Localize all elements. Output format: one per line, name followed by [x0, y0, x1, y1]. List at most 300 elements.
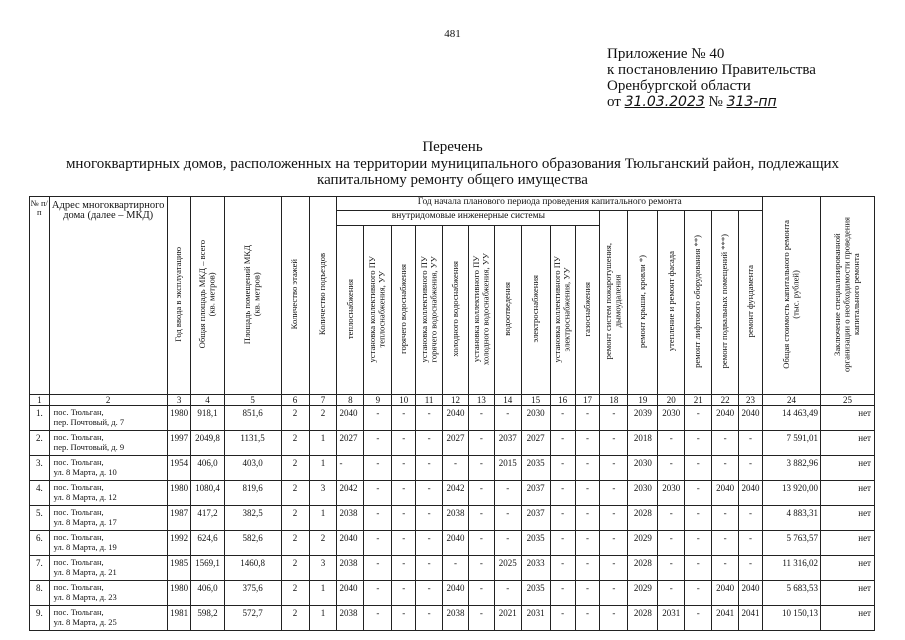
- address-line-1: пос. Тюльган,: [53, 507, 104, 517]
- table-cell: -: [739, 456, 763, 481]
- table-cell: 403,0: [224, 456, 281, 481]
- table-cell: -: [575, 481, 600, 506]
- table-cell: -: [364, 606, 392, 631]
- table-cell: 3: [309, 481, 337, 506]
- row-address: [49, 481, 167, 506]
- table-cell: -: [600, 556, 628, 581]
- header-electric: электроснабжения: [521, 225, 550, 394]
- table-cell: 1: [309, 456, 337, 481]
- table-cell: 2028: [628, 506, 658, 531]
- row-address: [49, 581, 167, 606]
- table-cell: -: [392, 406, 416, 431]
- row-address: [49, 431, 167, 456]
- number-label: №: [708, 94, 723, 110]
- column-number: 21: [685, 395, 712, 406]
- table-cell: -: [600, 431, 628, 456]
- table-cell: 2: [309, 531, 337, 556]
- table-cell: -: [739, 431, 763, 456]
- table-cell: -: [468, 606, 494, 631]
- table-cell: 11 316,02: [763, 556, 821, 581]
- table-cell: 1: [309, 581, 337, 606]
- row-address: [49, 506, 167, 531]
- document-title: [0, 139, 905, 189]
- table-row: [30, 506, 875, 531]
- address-line-2: ул. 8 Марта, д. 10: [53, 466, 117, 477]
- table-cell: 5 683,53: [763, 581, 821, 606]
- column-number: 20: [658, 395, 685, 406]
- table-row: [30, 606, 875, 631]
- column-number: 10: [392, 395, 416, 406]
- column-number: 3: [167, 395, 191, 406]
- table-cell: 572,7: [224, 606, 281, 631]
- table-cell: 2035: [521, 531, 550, 556]
- table-cell: 2039: [628, 406, 658, 431]
- table-cell: 3: [309, 556, 337, 581]
- table-cell: -: [392, 556, 416, 581]
- address-line-2: ул. 8 Марта, д. 17: [53, 516, 117, 527]
- table-cell: 2038: [443, 506, 469, 531]
- table-cell: 382,5: [224, 506, 281, 531]
- page-number: 481: [444, 28, 461, 40]
- table-cell: 1080,4: [191, 481, 224, 506]
- table-cell: 2037: [494, 431, 521, 456]
- table-cell: 2: [281, 406, 309, 431]
- header-roof: ремонт крыши, кровли *): [628, 211, 658, 395]
- table-cell: 2: [281, 456, 309, 481]
- table-cell: -: [550, 581, 575, 606]
- column-number: 24: [763, 395, 821, 406]
- row-address: [49, 606, 167, 631]
- table-cell: -: [575, 406, 600, 431]
- table-cell: 2015: [494, 456, 521, 481]
- table-cell: 2037: [521, 481, 550, 506]
- address-line-1: пос. Тюльган,: [53, 482, 104, 492]
- header-elevator: ремонт лифтового оборудования **): [685, 211, 712, 395]
- column-number: 6: [281, 395, 309, 406]
- table-cell: нет: [820, 556, 874, 581]
- header-gas: газоснабжения: [575, 225, 600, 394]
- table-cell: -: [443, 456, 469, 481]
- table-cell: 624,6: [191, 531, 224, 556]
- table-cell: -: [494, 531, 521, 556]
- table-cell: -: [575, 506, 600, 531]
- table-cell: 1992: [167, 531, 191, 556]
- row-address: [49, 456, 167, 481]
- table-cell: -: [416, 556, 443, 581]
- table-cell: 918,1: [191, 406, 224, 431]
- title-line-3: капитальному ремонту общего имущества: [317, 172, 588, 188]
- table-row: [30, 531, 875, 556]
- table-cell: -: [364, 506, 392, 531]
- table-cell: 598,2: [191, 606, 224, 631]
- table-cell: -: [468, 531, 494, 556]
- table-cell: -: [685, 531, 712, 556]
- table-row: [30, 431, 875, 456]
- from-label: от: [607, 94, 621, 110]
- table-cell: -: [468, 456, 494, 481]
- table-cell: нет: [820, 531, 874, 556]
- table-cell: 1987: [167, 506, 191, 531]
- table-cell: -: [392, 581, 416, 606]
- address-line-2: ул. 8 Марта, д. 21: [53, 566, 117, 577]
- row-address: [49, 531, 167, 556]
- table-cell: 819,6: [224, 481, 281, 506]
- table-cell: 2: [281, 431, 309, 456]
- column-number: 5: [224, 395, 281, 406]
- table-cell: -: [658, 556, 685, 581]
- column-number: 7: [309, 395, 337, 406]
- address-line-2: пер. Почтовый, д. 7: [53, 416, 125, 427]
- column-number: 11: [416, 395, 443, 406]
- table-cell: 2: [281, 606, 309, 631]
- table-cell: -: [550, 531, 575, 556]
- table-cell: -: [416, 481, 443, 506]
- table-cell: 2049,8: [191, 431, 224, 456]
- table-cell: нет: [820, 431, 874, 456]
- table-cell: -: [550, 506, 575, 531]
- table-cell: нет: [820, 581, 874, 606]
- appendix-date-line: [607, 94, 816, 110]
- header-cold-water: холодного водоснабжения: [443, 225, 469, 394]
- table-cell: -: [494, 506, 521, 531]
- table-cell: 1131,5: [224, 431, 281, 456]
- table-cell: -: [550, 606, 575, 631]
- table-cell: -: [600, 406, 628, 431]
- table-row: [30, 456, 875, 481]
- row-number: 8.: [30, 581, 50, 606]
- table-cell: 2038: [443, 606, 469, 631]
- table-cell: 2: [281, 556, 309, 581]
- table-cell: 2029: [628, 531, 658, 556]
- header-systems-group: внутридомовые инженерные системы: [337, 211, 600, 226]
- table-cell: -: [600, 456, 628, 481]
- table-cell: 1954: [167, 456, 191, 481]
- table-cell: -: [712, 431, 739, 456]
- table-cell: 2: [281, 506, 309, 531]
- table-cell: -: [392, 531, 416, 556]
- table-cell: 2030: [521, 406, 550, 431]
- table-cell: -: [392, 456, 416, 481]
- header-el-meter: установка коллективного ПУ электроснабжения, УУ: [550, 225, 575, 394]
- header-cost: Общая стоимость капитального ремонта (тыс. рублей): [763, 197, 821, 395]
- table-cell: 1980: [167, 481, 191, 506]
- table-cell: 2042: [337, 481, 364, 506]
- table-cell: -: [416, 456, 443, 481]
- header-address: Адрес многоквартирного дома (далее – МКД): [49, 197, 167, 395]
- table-cell: 4 883,31: [763, 506, 821, 531]
- column-number: 12: [443, 395, 469, 406]
- table-cell: -: [712, 506, 739, 531]
- table-cell: -: [685, 581, 712, 606]
- table-cell: нет: [820, 506, 874, 531]
- table-cell: -: [364, 431, 392, 456]
- table-cell: -: [468, 406, 494, 431]
- table-cell: 2028: [628, 556, 658, 581]
- table-cell: 1460,8: [224, 556, 281, 581]
- table-cell: 406,0: [191, 456, 224, 481]
- column-number: 25: [820, 395, 874, 406]
- table-row: [30, 556, 875, 581]
- header-entrances: Количество подъездов: [309, 197, 337, 395]
- table-cell: -: [712, 531, 739, 556]
- appendix-line-1: Приложение № 40: [607, 46, 725, 62]
- table-cell: -: [575, 581, 600, 606]
- table-cell: 1: [309, 506, 337, 531]
- column-number: 1: [30, 395, 50, 406]
- column-number: 19: [628, 395, 658, 406]
- table-cell: 2041: [712, 606, 739, 631]
- table-cell: 582,6: [224, 531, 281, 556]
- table-cell: -: [685, 506, 712, 531]
- table-cell: -: [575, 606, 600, 631]
- table-cell: 2: [281, 531, 309, 556]
- table-cell: 1980: [167, 406, 191, 431]
- table-cell: -: [600, 606, 628, 631]
- column-number: 16: [550, 395, 575, 406]
- table-cell: -: [468, 556, 494, 581]
- column-number: 2: [49, 395, 167, 406]
- table-cell: 1: [309, 606, 337, 631]
- table-cell: 2040: [443, 581, 469, 606]
- table-cell: -: [364, 456, 392, 481]
- table-cell: -: [575, 456, 600, 481]
- column-number: 17: [575, 395, 600, 406]
- table-cell: -: [392, 431, 416, 456]
- table-cell: 2038: [337, 606, 364, 631]
- header-sewerage: водоотведения: [494, 225, 521, 394]
- table-cell: -: [468, 581, 494, 606]
- table-cell: 1980: [167, 581, 191, 606]
- row-number: 1.: [30, 406, 50, 431]
- address-line-2: ул. 8 Марта, д. 25: [53, 616, 117, 627]
- table-cell: -: [494, 406, 521, 431]
- address-line-2: пер. Почтовый, д. 9: [53, 441, 125, 452]
- table-cell: -: [550, 456, 575, 481]
- column-number: 4: [191, 395, 224, 406]
- table-cell: -: [494, 481, 521, 506]
- table-cell: -: [550, 406, 575, 431]
- column-number: 22: [712, 395, 739, 406]
- houses-table: [29, 196, 875, 631]
- table-cell: -: [337, 456, 364, 481]
- table-cell: 2028: [628, 606, 658, 631]
- header-year-built: Год ввода в эксплуатацию: [167, 197, 191, 395]
- table-cell: -: [575, 431, 600, 456]
- table-cell: 1985: [167, 556, 191, 581]
- table-cell: 2040: [712, 481, 739, 506]
- table-cell: 2040: [443, 406, 469, 431]
- table-cell: 2040: [739, 406, 763, 431]
- table-row: [30, 406, 875, 431]
- header-foundation: ремонт фундамента: [739, 211, 763, 395]
- table-cell: 2030: [628, 456, 658, 481]
- appendix-block: [607, 46, 816, 110]
- header-heating: теплоснабжения: [337, 225, 364, 394]
- table-cell: -: [392, 506, 416, 531]
- row-number: 6.: [30, 531, 50, 556]
- table-cell: -: [550, 556, 575, 581]
- appendix-line-2: к постановлению Правительства: [607, 62, 816, 78]
- table-cell: -: [364, 481, 392, 506]
- header-fire: ремонт систем пожаротушения, дымоудаления: [600, 211, 628, 395]
- table-cell: 2: [309, 406, 337, 431]
- address-line-1: пос. Тюльган,: [53, 582, 104, 592]
- address-line-1: пос. Тюльган,: [53, 432, 104, 442]
- header-row-1: [30, 197, 875, 211]
- table-cell: -: [416, 406, 443, 431]
- column-number: 9: [364, 395, 392, 406]
- table-cell: -: [658, 431, 685, 456]
- table-cell: -: [600, 581, 628, 606]
- table-cell: -: [364, 556, 392, 581]
- table-cell: 2029: [628, 581, 658, 606]
- table-cell: -: [600, 481, 628, 506]
- table-cell: 417,2: [191, 506, 224, 531]
- table-cell: 2040: [739, 581, 763, 606]
- table-cell: -: [468, 506, 494, 531]
- table-cell: 2040: [739, 481, 763, 506]
- table-cell: 2040: [712, 581, 739, 606]
- decree-date: 31.03.2023: [624, 94, 705, 110]
- table-cell: 2027: [443, 431, 469, 456]
- title-line-2: многоквартирных домов, расположенных на территории муниципального образования Тюльганский район, подлежащих: [65, 155, 840, 172]
- table-cell: -: [443, 556, 469, 581]
- table-cell: 1569,1: [191, 556, 224, 581]
- table-cell: 375,6: [224, 581, 281, 606]
- table-cell: 13 920,00: [763, 481, 821, 506]
- column-number: 15: [521, 395, 550, 406]
- column-number: 23: [739, 395, 763, 406]
- table-cell: -: [416, 506, 443, 531]
- table-cell: -: [712, 556, 739, 581]
- table-cell: 2027: [337, 431, 364, 456]
- table-cell: 2040: [337, 581, 364, 606]
- table-cell: нет: [820, 481, 874, 506]
- table-cell: -: [739, 506, 763, 531]
- table-cell: 2021: [494, 606, 521, 631]
- table-cell: -: [468, 431, 494, 456]
- table-cell: -: [392, 481, 416, 506]
- table-cell: -: [685, 606, 712, 631]
- header-conclusion: Заключение специализированной организации о необходимости проведения капитального ремонта: [820, 197, 874, 395]
- table-cell: 2018: [628, 431, 658, 456]
- table-cell: 2025: [494, 556, 521, 581]
- table-cell: 2030: [628, 481, 658, 506]
- table-cell: 10 150,13: [763, 606, 821, 631]
- column-number: 13: [468, 395, 494, 406]
- table-cell: 2035: [521, 456, 550, 481]
- table-cell: -: [685, 481, 712, 506]
- row-number: 7.: [30, 556, 50, 581]
- table-cell: -: [658, 506, 685, 531]
- table-cell: -: [364, 406, 392, 431]
- table-cell: 2027: [521, 431, 550, 456]
- row-address: [49, 406, 167, 431]
- table-cell: 2040: [337, 406, 364, 431]
- table-cell: 2031: [521, 606, 550, 631]
- header-hot-meter: установка коллективного ПУ горячего водоснабжения, УУ: [416, 225, 443, 394]
- row-number: 5.: [30, 506, 50, 531]
- table-cell: -: [494, 581, 521, 606]
- address-line-2: ул. 8 Марта, д. 23: [53, 591, 117, 602]
- table-row: [30, 581, 875, 606]
- table-cell: -: [416, 431, 443, 456]
- column-number: 8: [337, 395, 364, 406]
- table-cell: -: [364, 581, 392, 606]
- table-cell: 3 882,96: [763, 456, 821, 481]
- table-cell: нет: [820, 456, 874, 481]
- address-line-2: ул. 8 Марта, д. 12: [53, 491, 117, 502]
- table-cell: нет: [820, 606, 874, 631]
- column-numbers-row: [30, 395, 875, 406]
- header-floors: Количество этажей: [281, 197, 309, 395]
- header-basement: ремонт подвальных помещений ***): [712, 211, 739, 395]
- table-cell: 2035: [521, 581, 550, 606]
- table-cell: 2030: [658, 481, 685, 506]
- column-number: 18: [600, 395, 628, 406]
- table-cell: 1: [309, 431, 337, 456]
- table-cell: 2: [281, 481, 309, 506]
- address-line-1: пос. Тюльган,: [53, 407, 104, 417]
- table-cell: 2042: [443, 481, 469, 506]
- table-cell: 2030: [658, 406, 685, 431]
- table-cell: 14 463,49: [763, 406, 821, 431]
- table-cell: -: [685, 456, 712, 481]
- table-cell: -: [600, 531, 628, 556]
- row-number: 3.: [30, 456, 50, 481]
- header-cold-meter: установка коллективного ПУ холодного водоснабжения, УУ: [468, 225, 494, 394]
- table-cell: -: [575, 556, 600, 581]
- table-cell: -: [416, 606, 443, 631]
- table-cell: -: [600, 506, 628, 531]
- table-cell: 2037: [521, 506, 550, 531]
- table-cell: 851,6: [224, 406, 281, 431]
- table-cell: 7 591,01: [763, 431, 821, 456]
- address-line-1: пос. Тюльган,: [53, 532, 104, 542]
- table-cell: 2: [281, 581, 309, 606]
- table-cell: -: [739, 556, 763, 581]
- row-number: 4.: [30, 481, 50, 506]
- table-row: [30, 481, 875, 506]
- header-period-group: Год начала планового периода проведения капитального ремонта: [337, 197, 763, 211]
- table-cell: -: [658, 581, 685, 606]
- table-cell: -: [550, 481, 575, 506]
- table-cell: 1981: [167, 606, 191, 631]
- table-cell: -: [739, 531, 763, 556]
- table-cell: 2040: [337, 531, 364, 556]
- address-line-2: ул. 8 Марта, д. 19: [53, 541, 117, 552]
- table-cell: 5 763,57: [763, 531, 821, 556]
- table-cell: -: [392, 606, 416, 631]
- table-cell: 2040: [443, 531, 469, 556]
- row-number: 2.: [30, 431, 50, 456]
- table-cell: -: [658, 456, 685, 481]
- table-cell: нет: [820, 406, 874, 431]
- address-line-1: пос. Тюльган,: [53, 607, 104, 617]
- table-cell: 2038: [337, 506, 364, 531]
- table-cell: 2033: [521, 556, 550, 581]
- table-cell: -: [550, 431, 575, 456]
- table-cell: 406,0: [191, 581, 224, 606]
- column-number: 14: [494, 395, 521, 406]
- table-cell: 2031: [658, 606, 685, 631]
- table-cell: -: [416, 581, 443, 606]
- table-cell: 2038: [337, 556, 364, 581]
- table-cell: -: [712, 456, 739, 481]
- address-line-1: пос. Тюльган,: [53, 557, 104, 567]
- table-cell: -: [685, 406, 712, 431]
- table-cell: -: [685, 556, 712, 581]
